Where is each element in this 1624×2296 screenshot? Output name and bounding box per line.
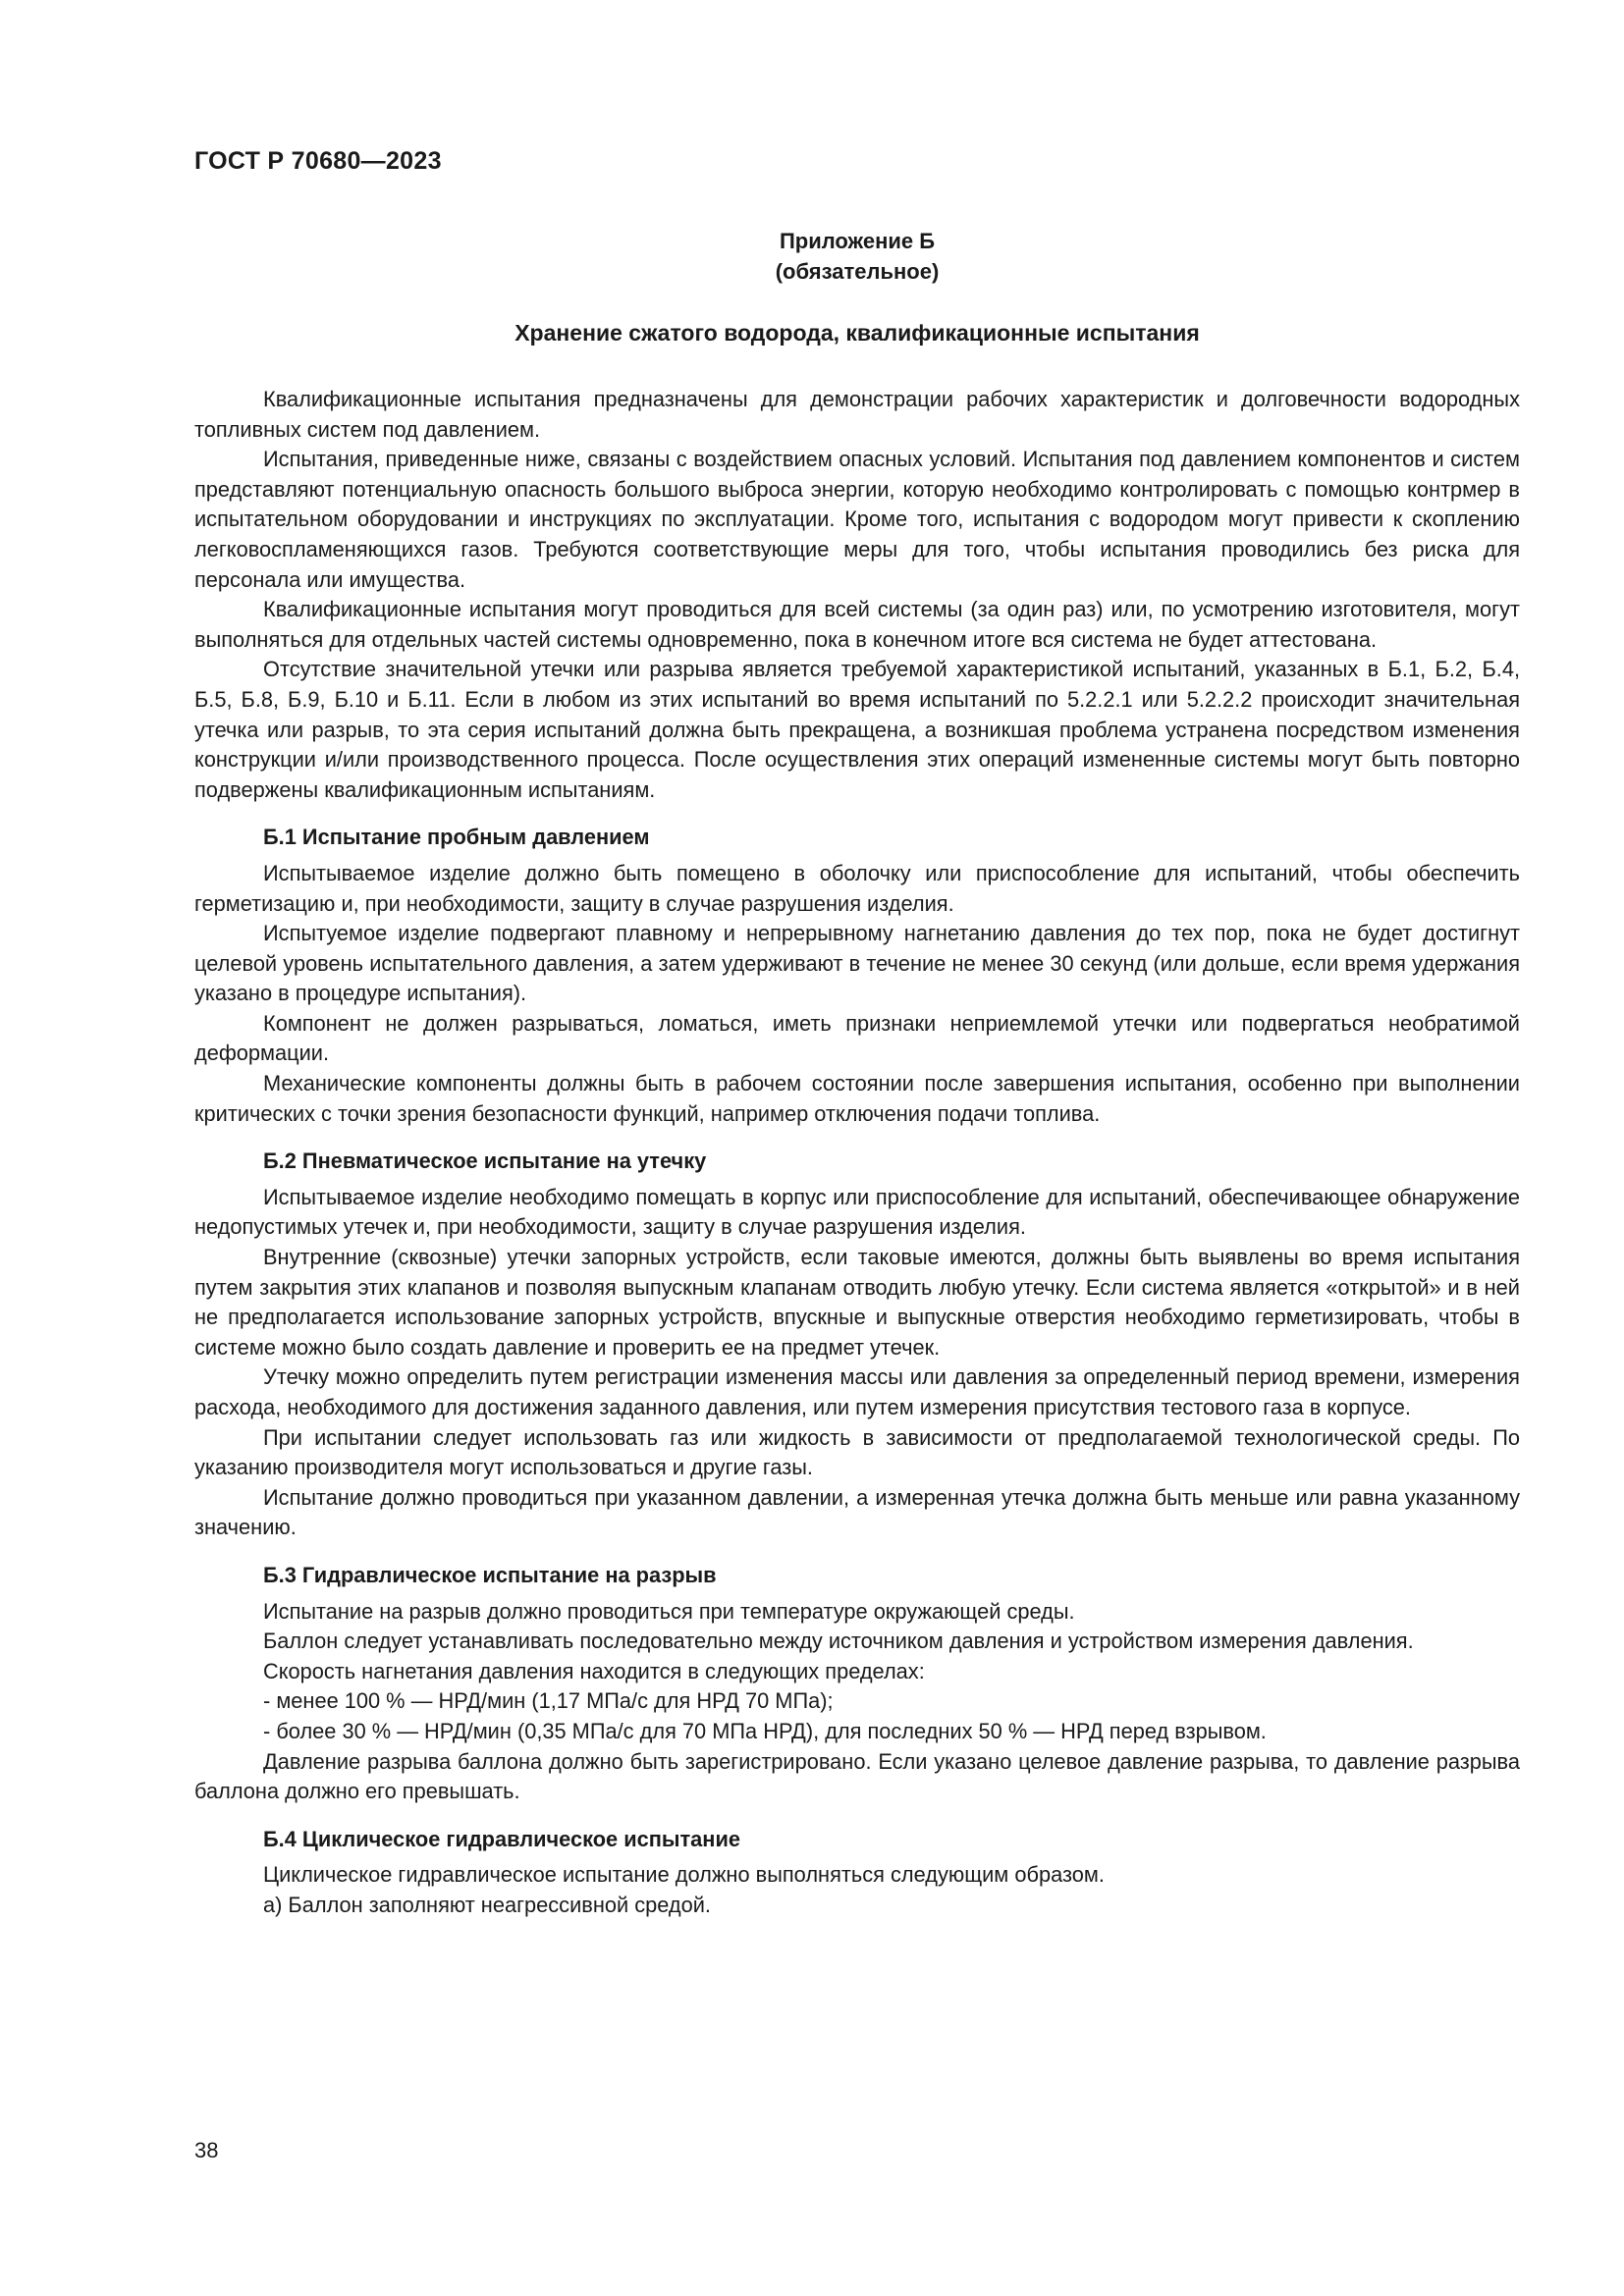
b4-paragraph: Циклическое гидравлическое испытание должно выполняться следующим образом. (263, 1862, 1105, 1888)
b2-paragraph: Испытываемое изделие необходимо помещать в корпус или приспособление для испытаний, обеспечивающее обнаружение недопустимых утечек и, при необходимости, защиту в случае разрушения изделия. (194, 1184, 1520, 1240)
b2-paragraph: Внутренние (сквозные) утечки запорных устройств, если таковые имеются, должны быть выявлены во время испытания путем закрытия этих клапанов и позволяя выпускным клапанам отводить любую утечку. Если система является «открытой» и в ней не предполагается использование запорных устройств, впускные и выпускные отверстия необходимо герметизировать, чтобы в системе можно было создать давление и проверить ее на предмет утечек. (194, 1245, 1520, 1360)
b1-paragraph: Испытываемое изделие должно быть помещено в оболочку или приспособление для испытаний, чтобы обеспечить герметизацию и, при необходимости, защиту в случае разрушения изделия. (194, 860, 1520, 916)
intro-paragraph: Испытания, приведенные ниже, связаны с воздействием опасных условий. Испытания под давлением компонентов и систем представляют потенциальную опасность большого выброса энергии, которую необходимо контролировать с помощью контрмер в испытательном оборудовании и инструкциях по эксплуатации. Кроме того, испытания с водородом могут привести к скоплению легковоспламеняющихся газов. Требуются соответствующие меры для того, чтобы испытания проводились без риска для персонала или имущества. (194, 447, 1520, 592)
b3-list-item: - более 30 % — НРД/мин (0,35 МПа/с для 70 МПа НРД), для последних 50 % — НРД перед взрывом. (263, 1718, 1267, 1743)
intro-paragraph: Квалификационные испытания могут проводиться для всей системы (за один раз) или, по усмотрению изготовителя, могут выполняться для отдельных частей системы одновременно, пока в конечном итоге вся система не будет аттестована. (194, 597, 1520, 652)
b2-paragraph: При испытании следует использовать газ или жидкость в зависимости от предполагаемой технологической среды. По указанию производителя могут использоваться и другие газы. (194, 1424, 1520, 1480)
b3-paragraph: Баллон следует устанавливать последовательно между источником давления и устройством измерения давления. (263, 1629, 1414, 1654)
b4-list-item: а) Баллон заполняют неагрессивной средой. (263, 1892, 711, 1917)
b1-paragraph: Механические компоненты должны быть в рабочем состоянии после завершения испытания, особенно при выполнении критических с точки зрения безопасности функций, например отключения подачи топлива. (194, 1071, 1520, 1126)
subsection-heading-b3: Б.3 Гидравлическое испытание на разрыв (263, 1562, 717, 1587)
b3-paragraph: Скорость нагнетания давления находится в следующих пределах: (263, 1658, 925, 1683)
b1-paragraph: Испытуемое изделие подвергают плавному и непрерывному нагнетанию давления до тех пор, пока не будет достигнут целевой уровень испытательного давления, а затем удерживают в течение не менее 30 секунд (или дольше, если время удержания указано в процедуре испытания). (194, 921, 1520, 1006)
b3-list-item: - менее 100 % — НРД/мин (1,17 МПа/с для НРД 70 МПа); (263, 1688, 834, 1714)
section-title: Хранение сжатого водорода, квалификационные испытания (514, 320, 1200, 346)
b1-paragraph: Компонент не должен разрываться, ломаться, иметь признаки неприемлемой утечки или подвергаться необратимой деформации. (194, 1010, 1520, 1066)
intro-paragraph: Отсутствие значительной утечки или разрыва является требуемой характеристикой испытаний, указанных в Б.1, Б.2, Б.4, Б.5, Б.8, Б.9, Б.10 и Б.11. Если в любом из этих испытаний во время испытаний по 5.2.2.1 или 5.2.2.2 происходит значительная утечка или разрыв, то эта серия испытаний должна быть прекращена, а возникшая проблема устранена посредством изменения конструкции и/или производственного процесса. После осуществления этих операций измененные системы могут быть повторно подвержены квалификационным испытаниям. (194, 657, 1520, 802)
subsection-heading-b2: Б.2 Пневматическое испытание на утечку (263, 1148, 707, 1174)
page-number: 38 (194, 2138, 219, 2163)
b2-paragraph: Утечку можно определить путем регистрации изменения массы или давления за определенный период времени, измерения расхода, необходимого для достижения заданного давления, или путем измерения присутствия тестового газа в корпусе. (194, 1364, 1520, 1419)
document-body (194, 385, 1520, 1921)
appendix-title: Приложение Б (779, 229, 936, 253)
intro-paragraph: Квалификационные испытания предназначены для демонстрации рабочих характеристик и долговечности водородных топливных систем под давлением. (194, 387, 1520, 442)
subsection-heading-b4: Б.4 Циклическое гидравлическое испытание (263, 1826, 740, 1851)
b3-paragraph: Давление разрыва баллона должно быть зарегистрировано. Если указано целевое давление разрыва, то давление разрыва баллона должно его превышать. (194, 1748, 1520, 1804)
b3-paragraph: Испытание на разрыв должно проводиться при температуре окружающей среды. (263, 1598, 1075, 1624)
appendix-status: (обязательное) (775, 259, 940, 284)
document-header: ГОСТ Р 70680—2023 (194, 147, 442, 175)
appendix-heading (194, 226, 1520, 287)
subsection-heading-b1: Б.1 Испытание пробным давлением (263, 825, 650, 850)
b2-paragraph: Испытание должно проводиться при указанном давлении, а измеренная утечка должна быть меньше или равна указанному значению. (194, 1484, 1520, 1540)
